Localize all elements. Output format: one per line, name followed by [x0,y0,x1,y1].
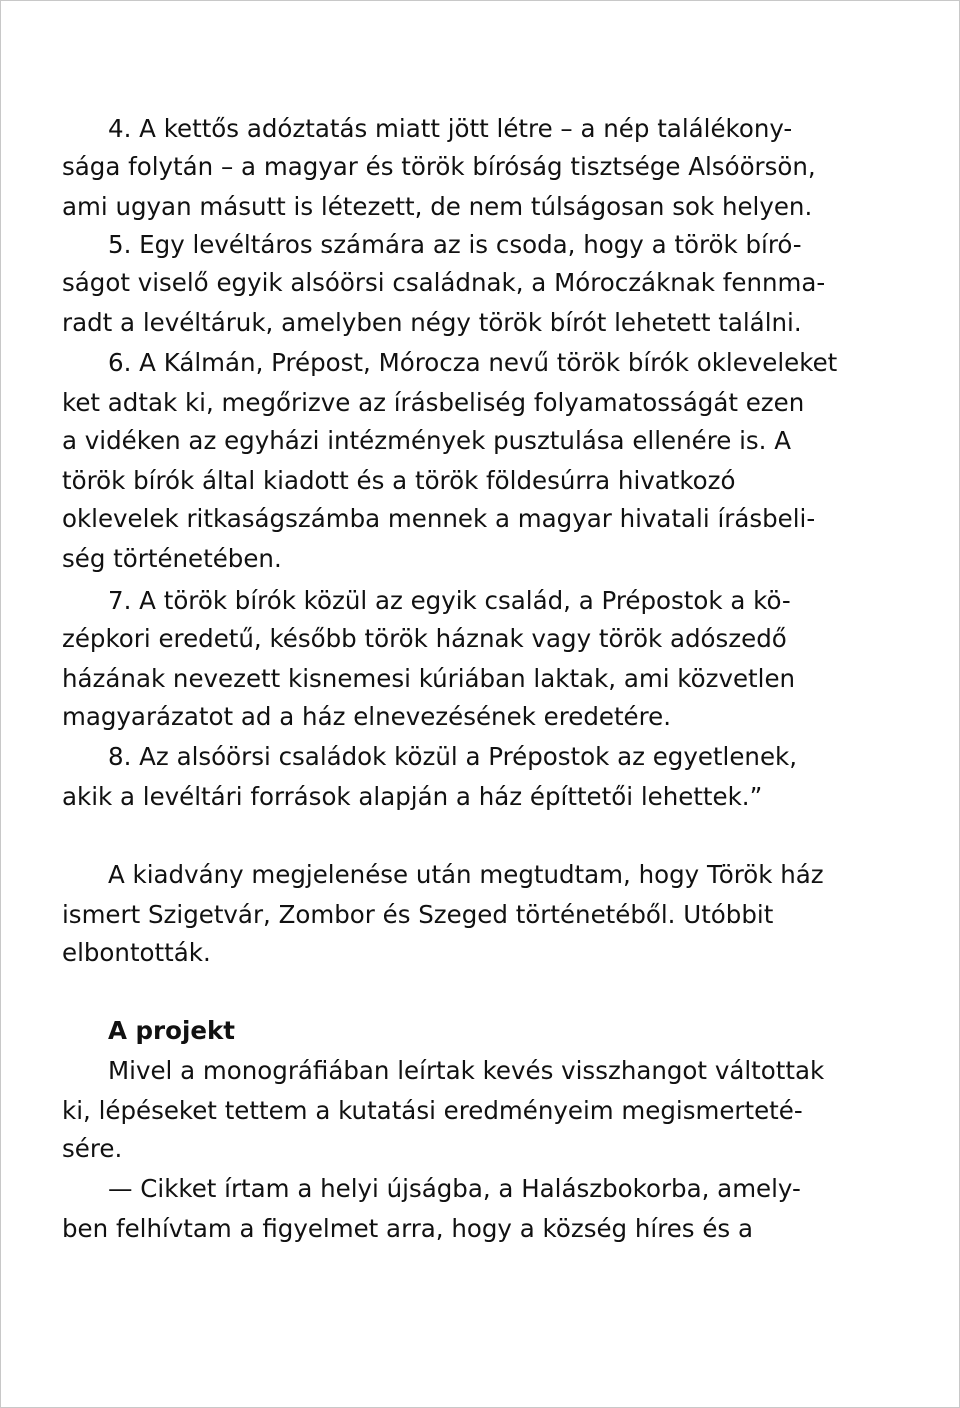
text-line-20: ismert Szigetvár, Zombor és Szeged történetéből. Utóbbit [62,900,774,929]
text-line-19: A kiadvány megjelenése után megtudtam, hogy Török ház [108,860,824,889]
text-line-1: 4. A kettős adóztatás miatt jött létre – a nép találékony- [108,114,793,143]
text-line-17: 8. Az alsóörsi családok közül a Prépostok az egyetlenek, [108,742,797,771]
text-line-11: oklevelek ritkaságszámba mennek a magyar hivatali írásbeli- [62,504,816,533]
text-line-27: ben felhívtam a figyelmet arra, hogy a község híres és a [62,1214,754,1243]
text-line-2: sága folytán – a magyar és török bíróság tisztsége Alsóörsön, [62,152,816,181]
text-line-23: Mivel a monográfiában leírtak kevés visszhangot váltottak [108,1056,825,1085]
text-line-3: ami ugyan másutt is létezett, de nem túlságosan sok helyen. [62,192,813,221]
text-line-13: 7. A török bírók közül az egyik család, a Prépostok a kö- [108,586,791,615]
text-line-7: 6. A Kálmán, Prépost, Mórocza nevű török bírók okleveleket [108,348,838,377]
text-line-10: török bírók által kiadott és a török földesúrra hivatkozó [62,466,736,495]
text-line-25: sére. [62,1134,123,1163]
text-line-8: ket adtak ki, megőrizve az írásbeliség folyamatosságát ezen [62,388,805,417]
text-line-4: 5. Egy levéltáros számára az is csoda, hogy a török bíró- [108,230,802,259]
text-line-5: ságot viselő egyik alsóörsi családnak, a Móroczáknak fennma- [62,268,826,297]
text-line-6: radt a levéltáruk, amelyben négy török bírót lehetett találni. [62,308,802,337]
text-line-21: elbontották. [62,938,211,967]
section-heading: A projekt [108,1016,235,1045]
text-line-16: magyarázatot ad a ház elnevezésének eredetére. [62,702,672,731]
text-line-26: — Cikket írtam a helyi újságba, a Halászbokorba, amely- [108,1174,801,1203]
text-line-12: ség történetében. [62,544,282,573]
text-line-18: akik a levéltári források alapján a ház építtetői lehettek.” [62,782,763,811]
text-line-24: ki, lépéseket tettem a kutatási eredményeim megismerteté- [62,1096,803,1125]
text-line-15: házának nevezett kisnemesi kúriában laktak, ami közvetlen [62,664,796,693]
text-line-14: zépkori eredetű, később török háznak vagy török adószedő [62,624,787,653]
text-line-9: a vidéken az egyházi intézmények pusztulása ellenére is. A [62,426,791,455]
